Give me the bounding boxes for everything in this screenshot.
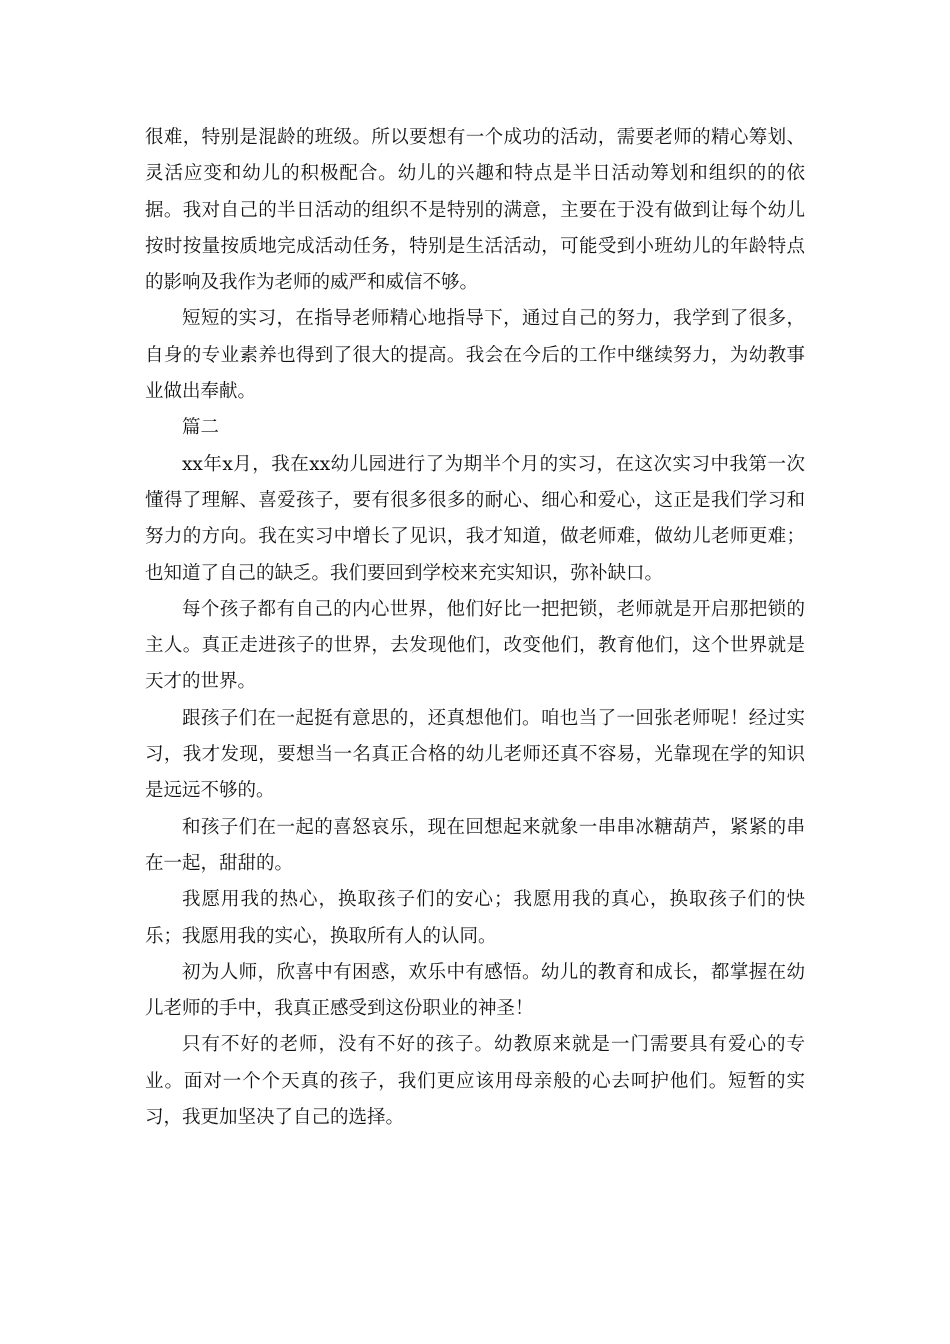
section-heading: 篇二 <box>182 417 220 439</box>
paragraph: 每个孩子都有自己的内心世界，他们好比一把把锁，老师就是开启那把锁的主人。真正走进孩子的世界，去发现他们，改变他们，教育他们，这个世界就是天才的世界。 <box>145 598 805 693</box>
paragraph: 跟孩子们在一起挺有意思的，还真想他们。咱也当了一回张老师呢！经过实习，我才发现，要想当一名真正合格的幼儿老师还真不容易，光靠现在学的知识是远远不够的。 <box>145 707 805 802</box>
paragraph: 我愿用我的热心，换取孩子们的安心；我愿用我的真心，换取孩子们的快乐；我愿用我的实心，换取所有人的认同。 <box>145 889 805 947</box>
paragraph: 只有不好的老师，没有不好的孩子。幼教原来就是一门需要具有爱心的专业。面对一个个天真的孩子，我们更应该用母亲般的心去呵护他们。短暂的实习，我更加坚决了自己的选择。 <box>145 1034 805 1129</box>
paragraph-continuation: 很难，特别是混龄的班级。所以要想有一个成功的活动，需要老师的精心筹划、灵活应变和幼儿的积极配合。幼儿的兴趣和特点是半日活动筹划和组织的的依据。我对自己的半日活动的组织不是特别的满意，主要在于没有做到让每个幼儿按时按量按质地完成活动任务，特别是生活活动，可能受到小班幼儿的年龄特点的影响及我作为老师的威严和威信不够。 <box>145 127 805 294</box>
document-body <box>145 120 805 1136</box>
paragraph: 和孩子们在一起的喜怒哀乐，现在回想起来就象一串串冰糖葫芦，紧紧的串在一起，甜甜的。 <box>145 816 805 874</box>
paragraph: 初为人师，欣喜中有困惑，欢乐中有感悟。幼儿的教育和成长，都掌握在幼儿老师的手中，我真正感受到这份职业的神圣！ <box>145 961 805 1020</box>
paragraph: 短短的实习，在指导老师精心地指导下，通过自己的努力，我学到了很多，自身的专业素养也得到了很大的提高。我会在今后的工作中继续努力，为幼教事业做出奉献。 <box>145 308 805 403</box>
paragraph: xx年x月，我在xx幼儿园进行了为期半个月的实习，在这次实习中我第一次懂得了理解、喜爱孩子，要有很多很多的耐心、细心和爱心，这正是我们学习和努力的方向。我在实习中增长了见识，我才知道，做老师难，做幼儿老师更难；也知道了自己的缺乏。我们要回到学校来充实知识，弥补缺口。 <box>145 453 805 584</box>
